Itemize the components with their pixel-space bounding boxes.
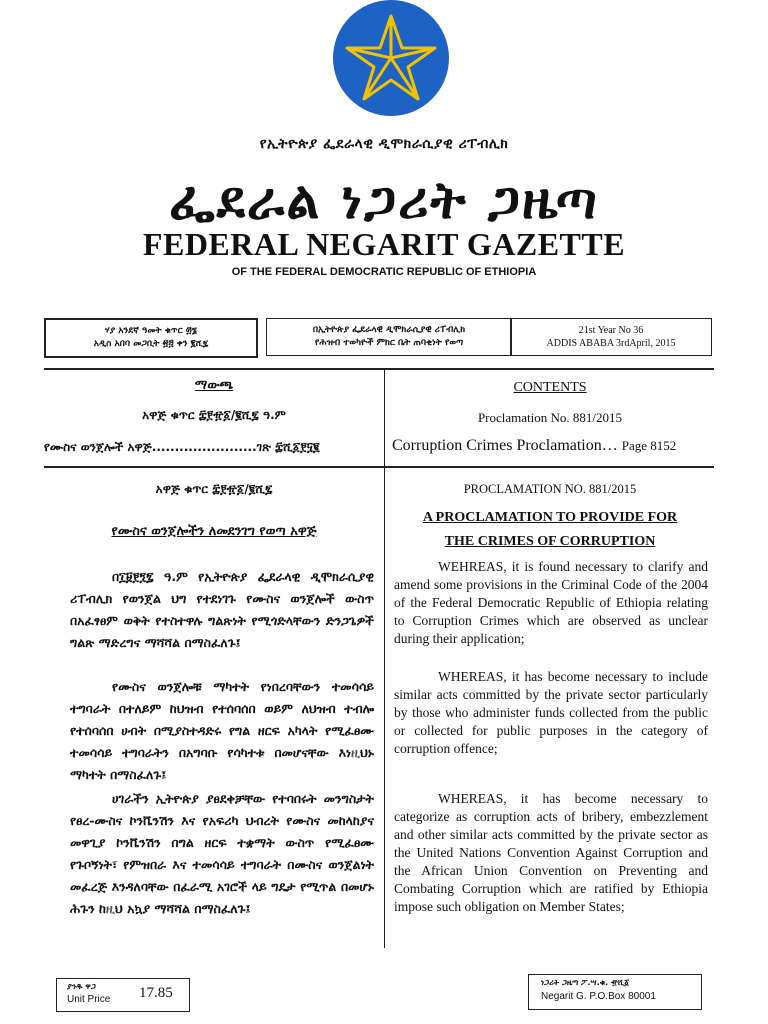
issue-year-english: 21st Year No 36	[578, 325, 644, 336]
publisher-line-1: በኢትዮጵያ ፌደራላዊ ዲሞክራሲያዊ ሪፐብሊክ	[312, 325, 466, 335]
unit-price-label-amharic: ያንዱ ዋጋ	[67, 982, 96, 991]
contents-entry-amharic: የሙስና ወንጀሎች አዋጅ.......................ገጽ ፰ሺ፩፻፶፪	[44, 440, 320, 454]
proclamation-number-amharic: አዋጅ ቁጥር ፰፻፹፩/፪ሺ፯	[155, 482, 273, 496]
english-gazette-title: FEDERAL NEGARIT GAZETTE	[142, 226, 626, 262]
unit-price-box	[56, 978, 190, 1012]
issue-info-english-box	[510, 318, 712, 356]
amharic-republic-name: የኢትዮጵያ ፌደራላዊ ዲሞክራሲያዊ ሪፐብሊክ	[259, 136, 509, 152]
amharic-gazette-title: ፌደራል ነጋሪት ጋዜጣ	[169, 171, 599, 231]
proclamation-title-line-1: A PROCLAMATION TO PROVIDE FOR	[422, 510, 678, 525]
contents-heading: CONTENTS	[513, 380, 587, 395]
proclamation-title-line-2: THE CRIMES OF CORRUPTION	[444, 534, 656, 549]
publisher-box	[266, 318, 512, 356]
issue-info-amharic-box	[44, 318, 258, 358]
issue-year-amharic: ሃያ አንደኛ ዓመት ቁጥር ፴፮	[104, 326, 198, 336]
issue-date-english: ADDIS ABABA 3rdApril, 2015	[546, 338, 676, 349]
preamble-paragraph-amharic-1: በ፲፱፻፺፯ ዓ.ም የኢትዮጵያ ፌደራላዊ ዲሞክራሲያዊ ሪፐብሊክ የወንጀል ህግ የተደነገጉ የሙስና ወንጀሎች ውስጥ በአፈፃፀም ወቅት የተስተዋሉ ግልጽነት የሚጎድላቸውን ድንጋጌዎች ግልጽ ማድረግና ማሻሻል በማስፈለጉ፤	[70, 569, 374, 650]
divider-middle	[44, 466, 714, 468]
preamble-paragraph-3: WHEREAS, it has become necessary to categorize as corruption acts of bribery, embezzlement and other similar acts committed by the private sector as the United Nations Convention Against Corruption and the African Union Convention on Preventing and Combating Corruption which are ratified by Ethiopia impose such obligation on Member States;	[394, 791, 708, 914]
contents-entry-title: Corruption Crimes Proclamation…	[392, 437, 618, 454]
issue-date-amharic: አዲስ አበባ መጋቢት ፳፭ ቀን ፪ሺ፯	[93, 339, 209, 349]
proclamation-title-amharic: የሙስና ወንጀሎችን ለመደንገግ የወጣ አዋጅ	[111, 524, 317, 539]
publisher-line-2: የሕዝብ ተወካዮች ምክር ቤት ጠባቂነት የወጣ	[314, 338, 464, 348]
english-gazette-subtitle: OF THE FEDERAL DEMOCRATIC REPUBLIC OF ETHIOPIA	[231, 266, 537, 278]
ethiopian-emblem-icon	[322, 0, 460, 120]
po-box-info	[528, 974, 702, 1010]
proclamation-number: PROCLAMATION NO. 881/2015	[463, 482, 637, 496]
unit-price-value: 17.85	[139, 985, 173, 1001]
column-divider	[384, 368, 385, 948]
preamble-paragraph-1: WEHREAS, it is found necessary to clarify and amend some provisions in the Criminal Code of the 2004 of the Federal Democratic Republic of Ethiopia relating to Corruption Crimes which are observed as unclear during their application;	[394, 559, 708, 646]
preamble-paragraph-amharic-3: ሀገራችን ኢትዮጵያ ያፀደቀቻቸው የተባበሩት መንግስታት የፀረ-ሙስና ኮንቬንሽን እና የአፍሪካ ህብረት የሙስና መከላከያና መዋጊያ ኮንቬንሽን በግል ዘርፍ ተቋማት ውስጥ የሚፈፀሙ የጉቦኝነት፣ የምዝበራ እና ተመሳሳይ ተግባራት በሙስና ወንጀልነት መፈረጅ እንዳለባቸው በፈራሚ አገሮች ላይ ግዴታ የሚጥል በመሆኑ ሕጉን ከዚህ አኳያ ማሻሻል በማስፈለጉ፤	[70, 791, 374, 916]
po-box-amharic: ነጋሪት ጋዜጣ ፖ.ሣ.ቁ. ፹ሺ፩	[541, 978, 630, 987]
divider-top	[44, 368, 714, 370]
contents-entry	[392, 437, 714, 455]
po-box-english: Negarit G. P.O.Box 80001	[541, 991, 656, 1002]
contents-heading-amharic: ማውጫ	[194, 378, 234, 393]
contents-proclamation: Proclamation No. 881/2015	[477, 410, 623, 425]
unit-price-label: Unit Price	[67, 994, 111, 1005]
preamble-paragraph-amharic-2: የሙስና ወንጀሎቹ ማካተት የነበረባቸውን ተመሳሳይ ተግባራት በተለይም ከህዝብ የተሰባሰበ ወይም ለህዝብ ተብሎ የተሰባሰበ ሀብት በሚያስተዳድሩ የግል ዘርፍ አካላት የሚፈፀሙ ተመሳሳይ ተግባራትን በአግባቡ የሳካተቱ በመሆናቸው እነዚህኑ ማካተት በማስፈለጉ፤	[70, 679, 374, 782]
contents-proclamation-amharic: አዋጅ ቁጥር ፰፻፹፩/፪ሺ፯ ዓ.ም	[142, 408, 286, 422]
contents-entry-page: Page 8152	[621, 438, 677, 453]
preamble-paragraph-2: WHEREAS, it has become necessary to include similar acts committed by the private sector particularly by those who administer funds collected from the public or collected for public purposes in the category of corruption offence;	[394, 669, 708, 756]
